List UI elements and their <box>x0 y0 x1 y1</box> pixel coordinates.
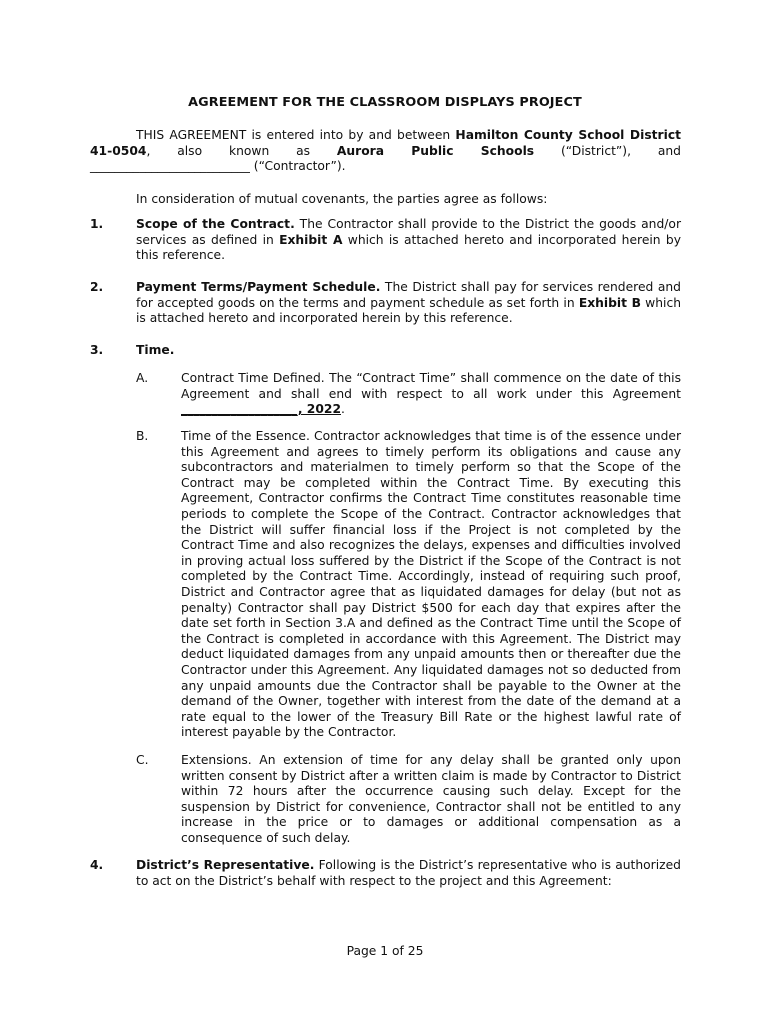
section-scope <box>90 217 681 264</box>
intro-paragraph <box>90 128 681 175</box>
subsection-letter: C. <box>136 753 149 767</box>
section-body <box>136 343 681 359</box>
section-text: The District shall pay for services rendered and for accepted goods on the terms and payment schedule as set forth in <box>136 280 681 310</box>
exhibit-a-reference: Exhibit A <box>279 232 343 247</box>
subsection-text: . <box>341 402 345 417</box>
subsection-letter: A. <box>136 371 149 385</box>
section-heading: Time. <box>136 343 175 357</box>
subsection-extensions <box>136 753 681 847</box>
exhibit-b-reference: Exhibit B <box>578 295 641 310</box>
subsection-body <box>181 371 681 418</box>
section-text: The Contractor shall provide to the District the goods and/or services as defined in <box>136 217 681 247</box>
section-text: which is attached hereto and incorporated herein by this reference. <box>136 232 681 263</box>
subsection-letter: B. <box>136 429 149 443</box>
district-name: Hamilton County School District <box>455 128 682 142</box>
section-number: 1. <box>90 217 104 231</box>
consideration-paragraph: In consideration of mutual covenants, the parties agree as follows: <box>136 192 548 206</box>
intro-line-2 <box>90 144 681 160</box>
document-title: AGREEMENT FOR THE CLASSROOM DISPLAYS PROJECT <box>188 95 582 110</box>
section-heading: Scope of the Contract. <box>136 217 295 231</box>
intro-text: (“Contractor”). <box>249 159 346 174</box>
section-text: which is attached hereto and incorporated herein by this reference. <box>136 295 681 326</box>
end-date-blank[interactable]: ___________________, 2022 <box>181 402 341 417</box>
section-number: 3. <box>90 343 104 357</box>
intro-line-3 <box>90 159 681 175</box>
section-payment <box>90 280 681 327</box>
page-number: Page 1 of 25 <box>346 944 424 958</box>
section-number: 4. <box>90 858 104 872</box>
contractor-name-blank[interactable]: __________________________ <box>90 159 250 174</box>
subsection-contract-time <box>136 371 681 418</box>
intro-text: THIS AGREEMENT is entered into by and between <box>136 128 456 142</box>
intro-line-1 <box>90 128 681 144</box>
subsection-time-of-essence <box>136 429 681 741</box>
subsection-body: Extensions. An extension of time for any delay shall be granted only upon written consent by District after a written claim is made by Contractor to District within 72 hours after the occurrence causing such delay. Except for the suspension by District for convenience, Contractor shall not be entitled to any increase in the price or to damages or additional compensation as a consequence of such delay. <box>181 753 681 845</box>
section-heading: District’s Representative. <box>136 858 315 872</box>
intro-text: , also known as <box>146 143 337 158</box>
subsection-text: Contract Time Defined. The “Contract Time” shall commence on the date of this Agreement and shall end with respect to all work under this Agreement <box>181 371 681 401</box>
district-code: 41-0504 <box>90 143 147 158</box>
section-district-representative <box>90 858 681 889</box>
section-number: 2. <box>90 280 104 294</box>
section-time <box>90 343 681 359</box>
section-body <box>136 280 681 327</box>
section-heading: Payment Terms/Payment Schedule. <box>136 280 381 294</box>
section-text: Following is the District’s representative who is authorized to act on the District’s behalf with respect to the project and this Agreement: <box>136 858 681 888</box>
section-body <box>136 217 681 264</box>
section-body <box>136 858 681 889</box>
district-aka: Aurora Public Schools <box>336 143 535 158</box>
intro-text: (“District”), and <box>534 143 681 158</box>
subsection-body: Time of the Essence. Contractor acknowledges that time is of the essence under this Agreement and agrees to timely perform its obligations and cause any subcontractors and materialmen to timely perform so that the Scope of the Contract may be completed within the Contract Time. By executing this Agreement, Contractor confirms the Contract Time constitutes reasonable time periods to complete the Scope of the Contract. Contractor acknowledges that the District will suffer financial loss if the Project is not completed by the Contract Time and also recognizes the delays, expenses and difficulties involved in proving actual loss suffered by the District if the Scope of the Contract is not completed by the Contract Time. Accordingly, instead of requiring such proof, District and Contractor agree that as liquidated damages for delay (but not as penalty) Contractor shall pay District $500 for each day that expires after the date set forth in Section 3.A and defined as the Contract Time until the Scope of the Contract is completed in accordance with this Agreement. The District may deduct liquidated damages from any unpaid amounts then or thereafter due the Contractor under this Agreement. Any liquidated damages not so deducted from any unpaid amounts due the Contractor shall be payable to the Owner at the demand of the Owner, together with interest from the date of the demand at a rate equal to the lower of the Treasury Bill Rate or the highest lawful rate of interest payable by the Contractor. <box>181 429 681 740</box>
